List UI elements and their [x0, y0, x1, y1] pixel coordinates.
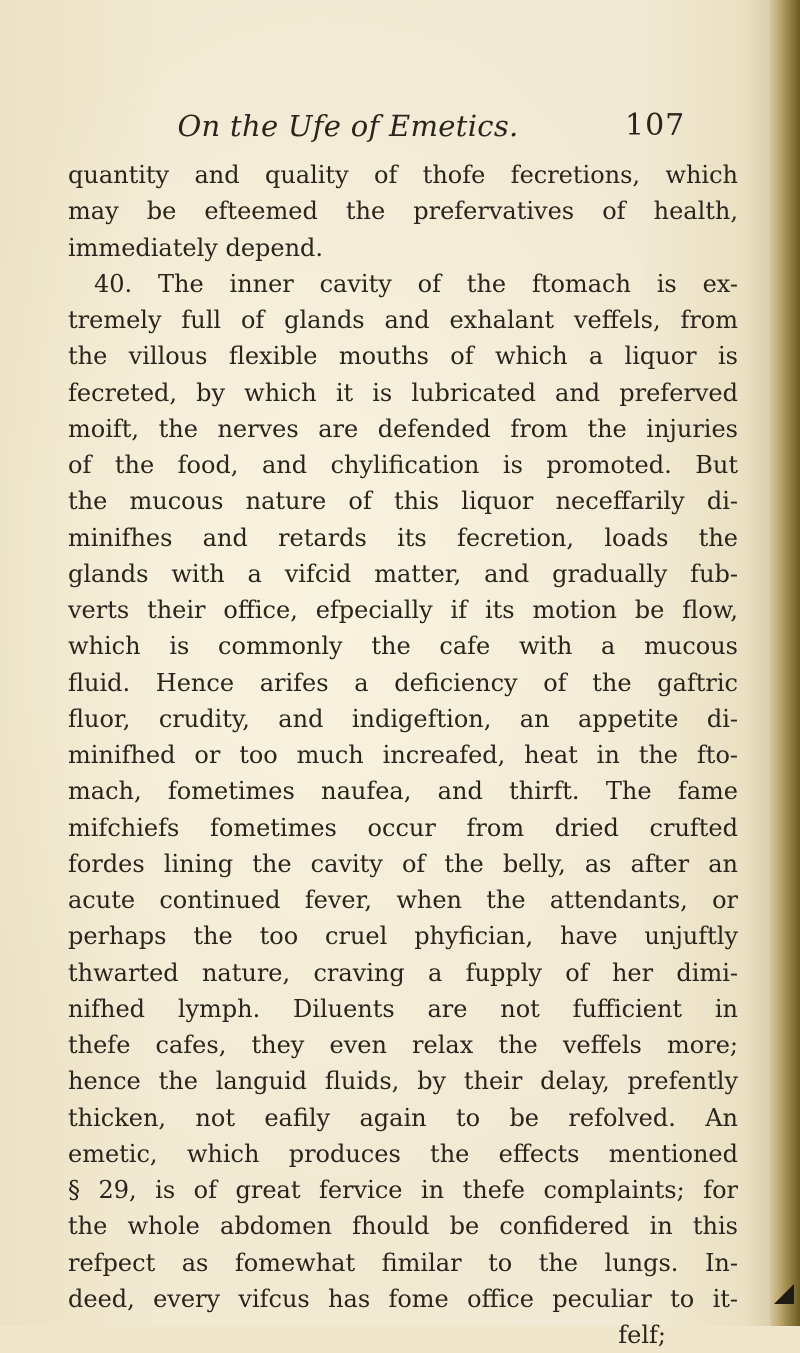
- text-line: nifhed lymph. Diluents are not fufficient in: [68, 994, 738, 1023]
- body-text: [68, 157, 738, 1353]
- text-line: fluor, crudity, and indigeftion, an appetite di-: [68, 704, 738, 733]
- text-line: minifhed or too much increafed, heat in the fto-: [68, 741, 738, 769]
- running-head: [118, 104, 748, 152]
- text-line: fluid. Hence arifes a deficiency of the gaftric: [68, 668, 738, 697]
- text-line: of the food, and chylification is promoted. But: [68, 451, 738, 479]
- text-line: mifchiefs fometimes occur from dried crufted: [68, 813, 738, 842]
- text-line: the whole abdomen fhould be confidered in this: [68, 1212, 738, 1241]
- text-line: glands with a vifcid matter, and gradually fub-: [68, 559, 738, 588]
- text-line: moift, the nerves are defended from the injuries: [68, 414, 738, 443]
- text-line: 40. The inner cavity of the ftomach is ex-: [94, 269, 738, 298]
- page-edge-shadow: [746, 0, 770, 1326]
- text-line: quantity and quality of thofe fecretions, which: [68, 161, 738, 189]
- text-line: § 29, is of great fervice in thefe complaints; for: [68, 1176, 738, 1204]
- text-line: thwarted nature, craving a fupply of her dimi-: [68, 958, 738, 987]
- corner-mark: [774, 1284, 794, 1304]
- text-line: the mucous nature of this liquor neceffarily di-: [68, 487, 738, 516]
- text-line: the villous flexible mouths of which a liquor is: [68, 342, 738, 371]
- text-line: which is commonly the cafe with a mucous: [68, 632, 738, 661]
- page-gutter: [770, 0, 800, 1326]
- text-line: mach, fometimes naufea, and thirft. The fame: [68, 777, 738, 806]
- text-line: thefe cafes, they even relax the veffels more;: [68, 1031, 738, 1059]
- text-line: acute continued fever, when the attendants, or: [68, 886, 738, 914]
- text-line: minifhes and retards its fecretion, loads the: [68, 523, 738, 552]
- text-line: thicken, not eafily again to be refolved. An: [68, 1103, 738, 1132]
- text-line: emetic, which produces the effects mentioned: [68, 1139, 738, 1168]
- text-line: hence the languid fluids, by their delay, prefently: [68, 1067, 738, 1096]
- text-line: deed, every vifcus has fome office peculiar to it-: [68, 1284, 738, 1313]
- text-line: immediately depend.: [68, 233, 324, 262]
- text-line: perhaps the too cruel phyfician, have unjuftly: [68, 922, 738, 951]
- catchword: felf;: [618, 1321, 666, 1349]
- text-line: tremely full of glands and exhalant veffels, from: [68, 306, 738, 334]
- text-line: fecreted, by which it is lubricated and preferved: [68, 378, 738, 407]
- text-line: may be efteemed the prefervatives of health,: [68, 197, 738, 226]
- page-number: 107: [625, 108, 686, 143]
- text-line: fordes lining the cavity of the belly, as after an: [68, 849, 738, 878]
- text-line: verts their office, efpecially if its motion be flow,: [68, 596, 738, 624]
- running-title: On the Ufe of Emetics.: [177, 109, 519, 143]
- text-line: refpect as fomewhat fimilar to the lungs. In-: [68, 1248, 738, 1277]
